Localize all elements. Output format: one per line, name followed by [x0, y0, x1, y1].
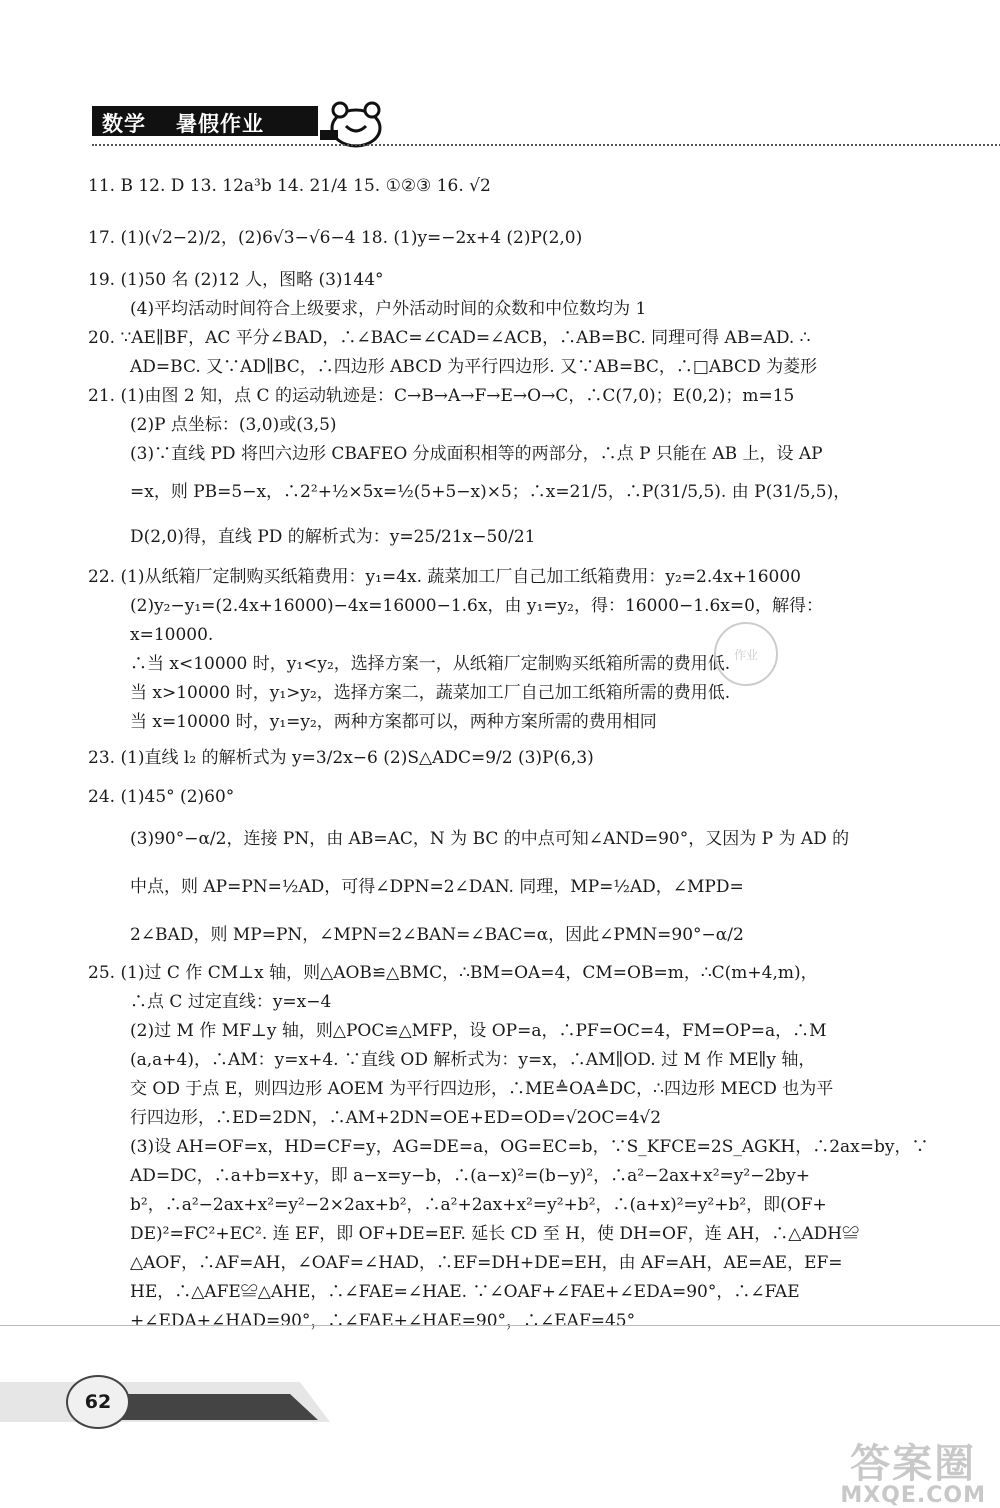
answer-line: ∴点 C 过定直线：y=x−4 — [130, 992, 332, 1012]
answer-line: 中点，则 AP=PN=½AD，可得∠DPN=2∠DAN. 同理，MP=½AD，∠MPD= — [130, 877, 744, 897]
answer-line: AD=BC. 又∵AD∥BC，∴四边形 ABCD 为平行四边形. 又∵AB=BC，∴□ABCD 为菱形 — [130, 357, 818, 377]
answer-line: DE)²=FC²+EC². 连 EF，即 OF+DE=EF. 延长 CD 至 H，使 DH=OF，连 AH，∴△ADH≌ — [130, 1224, 860, 1244]
answer-line: +∠EDA+∠HAD=90°，∴∠FAE+∠HAE=90°，∴∠EAF=45° — [130, 1311, 636, 1331]
answer-line: 23. (1)直线 l₂ 的解析式为 y=3/2x−6 (2)S△ADC=9/2 (3)P(6,3) — [88, 748, 594, 768]
answer-line: (2)y₂−y₁=(2.4x+16000)−4x=16000−1.6x，由 y₁=y₂，得：16000−1.6x=0，解得： — [130, 596, 823, 616]
bottom-rule — [0, 1325, 1000, 1326]
footer-bar — [0, 1372, 330, 1422]
answer-line: 22. (1)从纸箱厂定制购买纸箱费用：y₁=4x. 蔬菜加工厂自己加工纸箱费用：y₂=2.4x+16000 — [88, 567, 802, 587]
answer-line: 交 OD 于点 E，则四边形 AOEM 为平行四边形，∴ME≜OA≜DC，∴四边形 MECD 也为平 — [130, 1079, 834, 1099]
watermark-url: MXQE.COM — [840, 1483, 986, 1508]
header-divider — [92, 144, 1000, 146]
answer-line: HE，∴△AFE≌△AHE，∴∠FAE=∠HAE. ∵∠OAF+∠FAE+∠EDA=90°，∴∠FAE — [130, 1282, 800, 1302]
site-watermark — [840, 1432, 986, 1508]
stamp-watermark: 作业 — [714, 622, 778, 686]
answer-line: x=10000. — [130, 625, 214, 645]
answer-line: (3)设 AH=OF=x，HD=CF=y，AG=DE=a，OG=EC=b，∵S_KFCE=2S_AGKH，∴2ax=by，∵ — [130, 1137, 929, 1157]
answer-line: 25. (1)过 C 作 CM⊥x 轴，则△AOB≌△BMC，∴BM=OA=4，CM=OB=m，∴C(m+4,m)， — [88, 963, 818, 983]
answer-line: (2)过 M 作 MF⊥y 轴，则△POC≌△MFP，设 OP=a，∴PF=OC=4，FM=OP=a，∴M — [130, 1021, 827, 1041]
answer-line: 24. (1)45° (2)60° — [88, 787, 235, 807]
answer-line: (2)P 点坐标：(3,0)或(3,5) — [130, 415, 337, 435]
answer-content — [88, 172, 929, 1336]
answer-line: 17. (1)(√2−2)/2，(2)6√3−√6−4 18. (1)y=−2x+4 (2)P(2,0) — [88, 228, 583, 248]
answer-line: 2∠BAD，则 MP=PN，∠MPN=2∠BAN=∠BAC=α，因此∠PMN=90°−α/2 — [130, 925, 744, 945]
answer-line: b²，∴a²−2ax+x²=y²−2×2ax+b²，∴a²+2ax+x²=y²+b²，∴(a+x)²=y²+b²，即(OF+ — [130, 1195, 827, 1215]
watermark-logo-text: 答案圈 — [850, 1441, 977, 1487]
answer-line: 当 x=10000 时，y₁=y₂，两种方案都可以，两种方案所需的费用相同 — [130, 712, 657, 732]
alarm-clock-icon — [320, 100, 392, 148]
answer-line: (3)90°−α/2，连接 PN，由 AB=AC，N 为 BC 的中点可知∠AND=90°，又因为 P 为 AD 的 — [130, 829, 850, 849]
answer-line: AD=DC，∴a+b=x+y，即 a−x=y−b，∴(a−x)²=(b−y)²，∴a²−2ax+x²=y²−2by+ — [130, 1166, 811, 1186]
page-header — [92, 100, 1000, 150]
answer-line: 11. B 12. D 13. 12a³b 14. 21/4 15. ①②③ 16. √2 — [88, 176, 491, 196]
answer-line: =x，则 PB=5−x，∴2²+½×5x=½(5+5−x)×5；∴x=21/5，∴P(31/5,5). 由 P(31/5,5)， — [130, 482, 851, 502]
answer-line: D(2,0)得，直线 PD 的解析式为：y=25/21x−50/21 — [130, 527, 536, 547]
answer-line: 20. ∵AE∥BF，AC 平分∠BAD，∴∠BAC=∠CAD=∠ACB，∴AB=BC. 同理可得 AB=AD. ∴ — [88, 328, 811, 348]
answer-line: 21. (1)由图 2 知，点 C 的运动轨迹是：C→B→A→F→E→O→C，∴C(7,0)；E(0,2)；m=15 — [88, 386, 795, 406]
answer-line: 19. (1)50 名 (2)12 人，图略 (3)144° — [88, 270, 384, 290]
book-title: 暑假作业 — [176, 112, 264, 136]
answer-line: (a,a+4)，∴AM：y=x+4. ∵直线 OD 解析式为：y=x，∴AM∥OD. 过 M 作 ME∥y 轴， — [130, 1050, 816, 1070]
answer-line: (3)∵直线 PD 将凹六边形 CBAFEO 分成面积相等的两部分，∴点 P 只能在 AB 上，设 AP — [130, 444, 823, 464]
header-band — [92, 106, 318, 136]
answer-line: 行四边形，∴ED=2DN，∴AM+2DN=OE+ED=OD=√2OC=4√2 — [130, 1108, 662, 1128]
subject-label: 数学 — [102, 112, 146, 136]
answer-line: 当 x>10000 时，y₁>y₂，选择方案二，蔬菜加工厂自己加工纸箱所需的费用低. — [130, 683, 731, 703]
answer-line: △AOF，∴AF=AH，∠OAF=∠HAD，∴EF=DH+DE=EH，由 AF=AH，AE=AE，EF= — [130, 1253, 843, 1273]
answer-line: (4)平均活动时间符合上级要求，户外活动时间的众数和中位数均为 1 — [130, 299, 647, 319]
answer-line: ∴当 x<10000 时，y₁<y₂，选择方案一，从纸箱厂定制购买纸箱所需的费用低. — [130, 654, 731, 674]
page-number: 62 — [66, 1375, 130, 1429]
